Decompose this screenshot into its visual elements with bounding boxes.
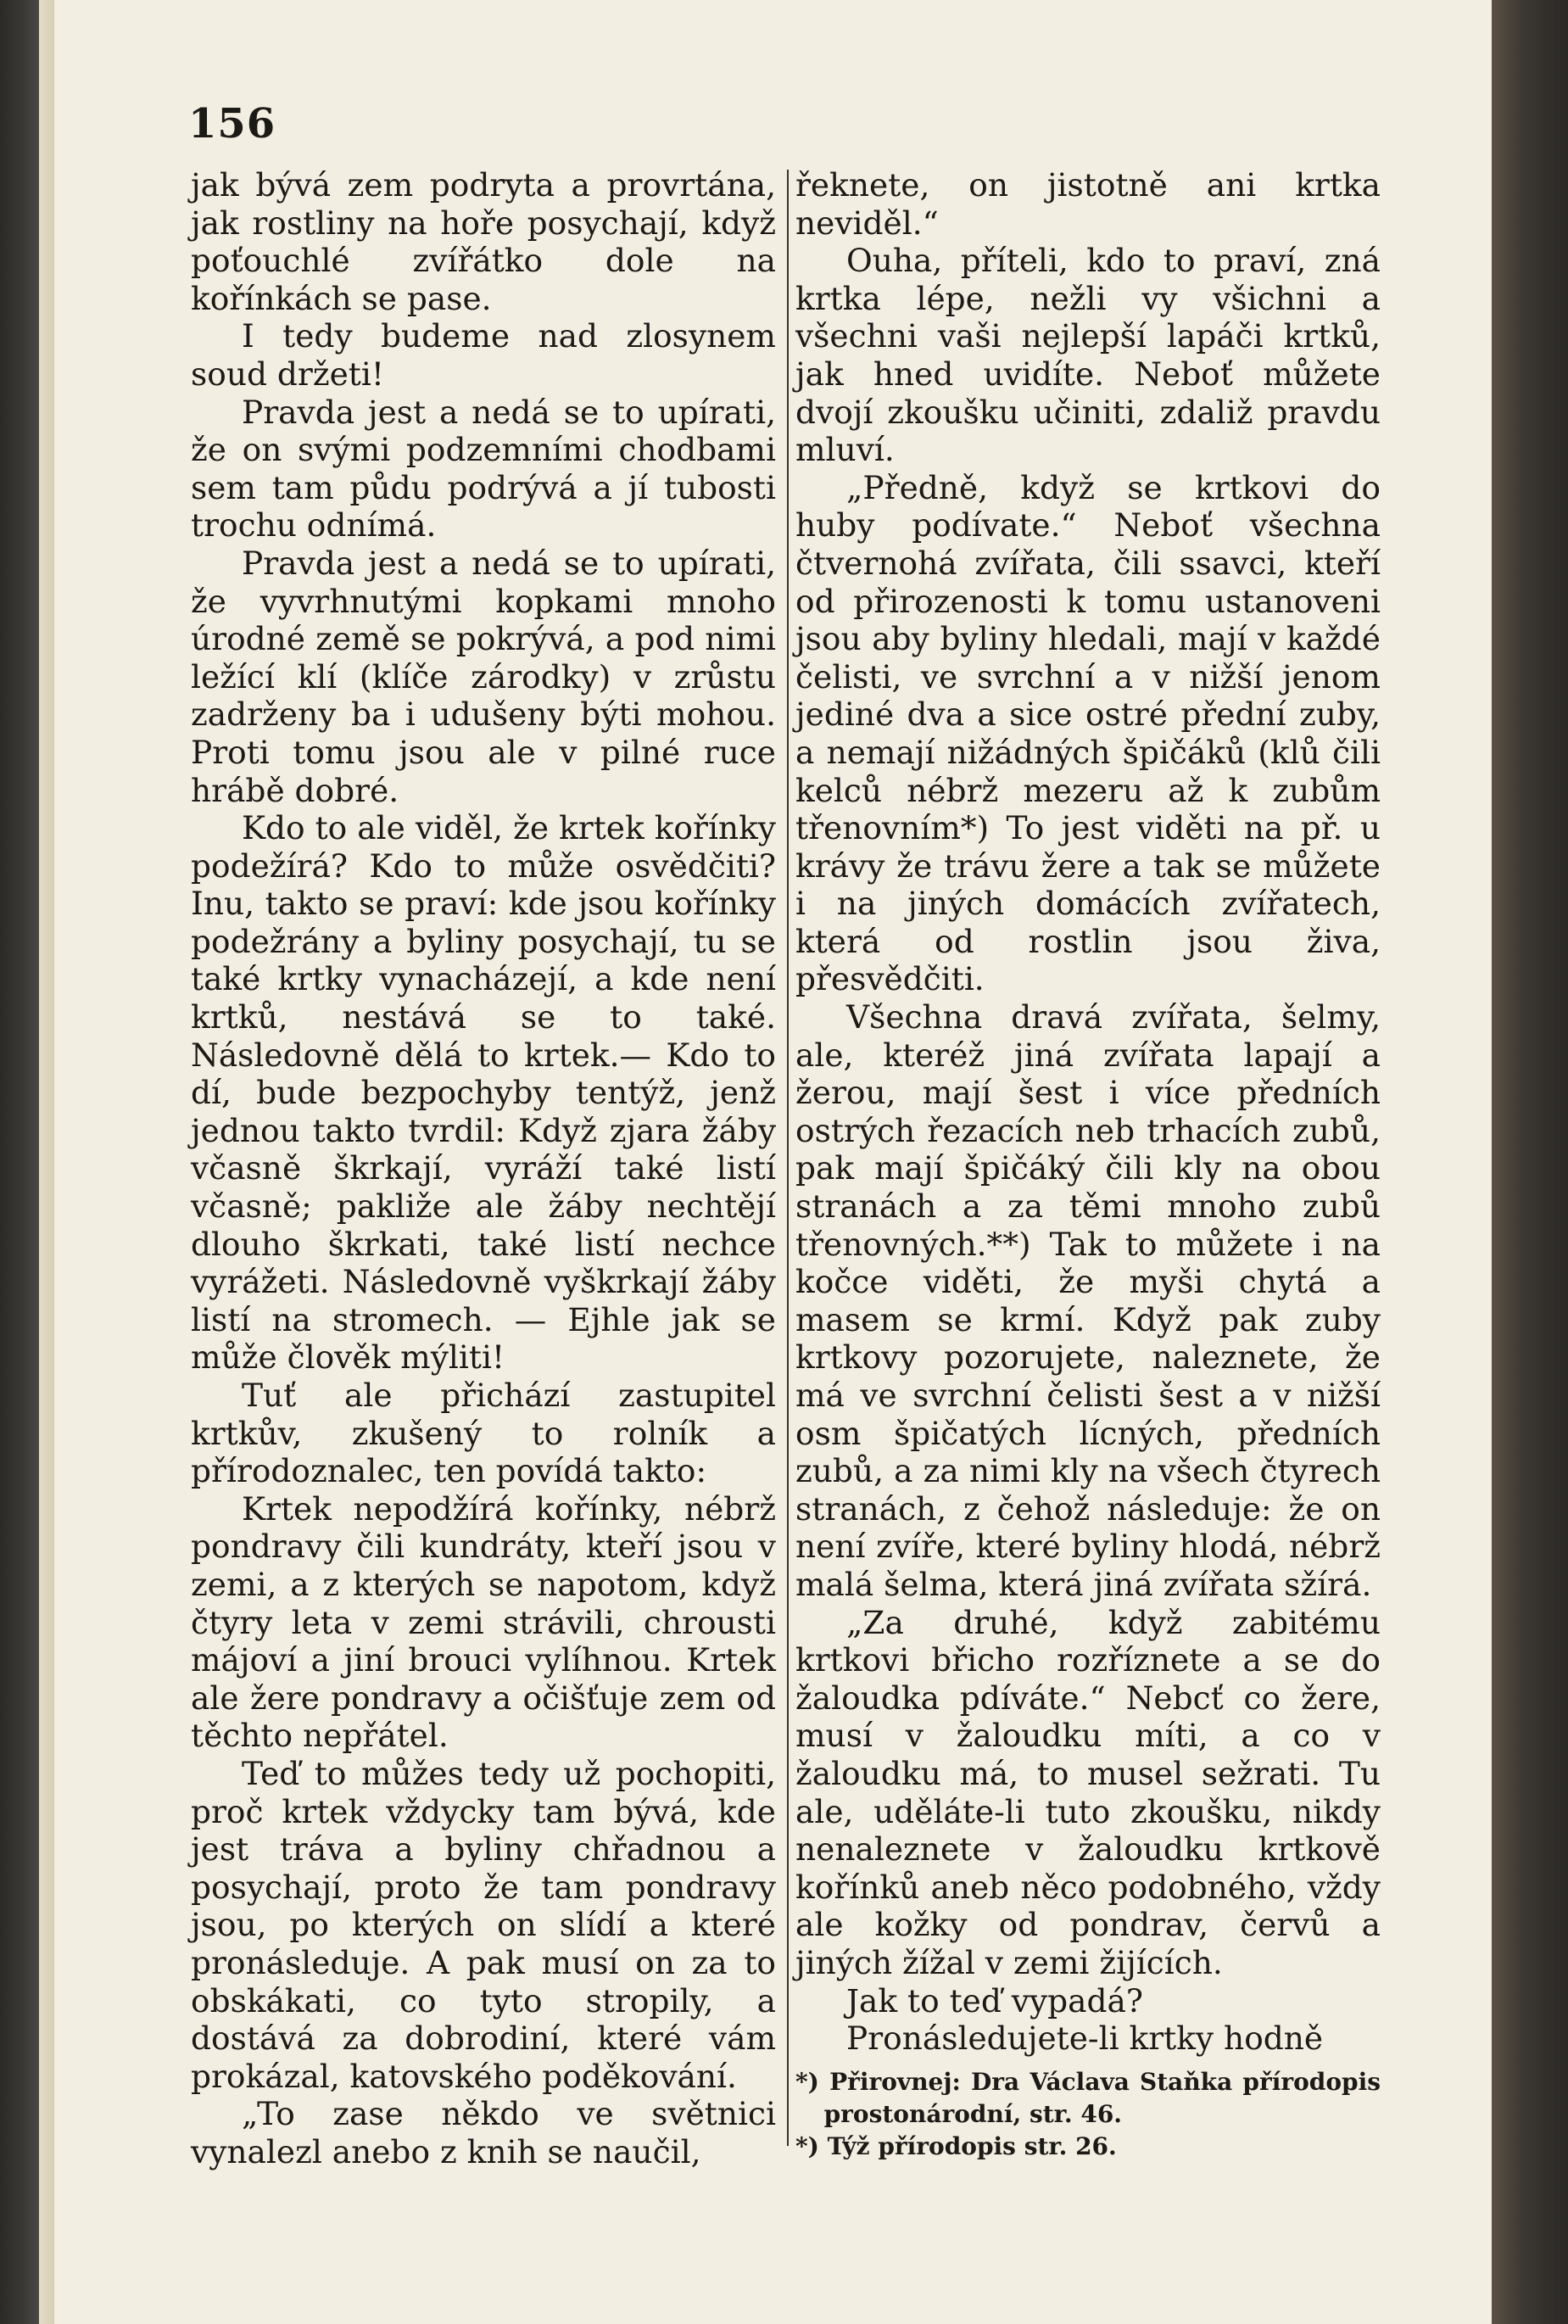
footnote-text: Přirovnej: Dra Václava Staňka přírodopis prostonárodní, str. 46. — [823, 2067, 1381, 2128]
paragraph: „Předně, když se krtkovi do huby podívate.“ Neboť všechna čtvernohá zvířata, čili ssavci, kteří od přirozenosti k tomu ustanoveni jsou aby byliny hledali, mají v každé čelisti, ve svrchní a v nižší jenom jediné dva a sice ostré přední zuby, a nemají nižádných špičáků (klů čili kelců nébrž mezeru až k zubům třenovním*) To jest viděti na př. u krávy že trávu žere a tak se můžete i na jiných domácích zvířatech, která od rostlin jsou živa, přesvědčiti. — [795, 468, 1381, 998]
paragraph: Všechna dravá zvířata, šelmy, ale, kteréž jiná zvířata lapají a žerou, mají šest i více předních ostrých řezacích neb trhacích zubů, pak mají špičáký čili kly na obou stranách a za těmi mnoho zubů třenovných.**) Tak to můžete i na kočce viděti, že myši chytá a masem se krmí. Když pak zuby krtkovy pozorujete, naleznete, že má ve svrchní čelisti šest a v nižší osm špičatých lícných, předních zubů, a za nimi kly na všech čtyrech stranách, z čehož následuje: že on není zvíře, které byliny hlodá, nébrž malá šelma, která jiná zvířata sžírá. — [795, 998, 1381, 1603]
column-divider — [787, 170, 789, 2146]
right-column — [795, 166, 1381, 2163]
paragraph: jak bývá zem podryta a provrtána, jak rostliny na hoře posychají, když poťouchlé zvířátko dole na kořínkách se pase. — [191, 166, 776, 317]
paragraph: „Za druhé, když zabitému krtkovi břicho rozříznete a se do žaloudka pdíváte.“ Nebcť co žere, musí v žaloudku míti, a co v žaloudku má, to musel sežrati. Tu ale, uděláte-li tuto zkoušku, nikdy nenaleznete v žaloudku krtkově kořínků aneb něco podobného, vždy ale kožky od pondrav, červů a jiných žížal v zemi žijících. — [795, 1603, 1381, 1981]
footnote — [795, 2066, 1381, 2131]
paragraph: Kdo to ale viděl, že krtek kořínky podežírá? Kdo to může osvědčiti? Inu, takto se praví: kde jsou kořínky podežrány a byliny posychají, tu se také krtky vynacházejí, a kde není krtků, nestává se to také. Následovně dělá to krtek.— Kdo to dí, bude bezpochyby tentýž, jenž jednou takto tvrdil: Když zjara žáby včasně škrkají, vyráží také listí včasně; pakliže ale žáby nechtějí dlouho škrkati, také listí nechce vyrážeti. Následovně vyškrkají žáby listí na stromech. — Ejhle jak se může člověk mýliti! — [191, 809, 776, 1377]
footnote-text: Týž přírodopis str. 26. — [827, 2131, 1117, 2160]
paragraph: Pravda jest a nedá se to upírati, že vyvrhnutými kopkami mnoho úrodné země se pokrývá, a pod nimi ležící klí (klíče zárodky) v zrůstu zadrženy ba i udušeny býti mohou. Proti tomu jsou ale v pilné ruce hrábě dobré. — [191, 544, 776, 809]
footnote-mark: *) — [795, 2067, 819, 2096]
footnote-mark: *) — [795, 2131, 819, 2160]
paragraph: Pravda jest a nedá se to upírati, že on svými podzemními chodbami sem tam půdu podrývá a jí tubosti trochu odnímá. — [191, 393, 776, 545]
paragraph: I tedy budeme nad zlosynem soud držeti! — [191, 317, 776, 393]
paragraph: Ouha, příteli, kdo to praví, zná krtka lépe, nežli vy všichni a všechni vaši nejlepší lapáči krtků, jak hned uvidíte. Neboť můžete dvojí zkoušku učiniti, zdaliž pravdu mluví. — [795, 242, 1381, 469]
paragraph: Krtek nepodžírá kořínky, nébrž pondravy čili kundráty, kteří jsou v zemi, a z kterých se napotom, když čtyry leta v zemi strávili, chrousti májoví a jiní brouci vylíhnou. Krtek ale žere pondravy a očišťuje zem od těchto nepřátel. — [191, 1489, 776, 1755]
page-number: 156 — [188, 100, 276, 148]
scan-page-edge — [39, 0, 54, 2324]
paragraph: „To zase někdo ve světnici vynalezl anebo z knih se naučil, — [191, 2095, 776, 2170]
scan-binding-left — [0, 0, 39, 2324]
paragraph: Teď to můžes tedy už pochopiti, proč krtek vždycky tam bývá, kde jest tráva a byliny chřadnou a posychají, proto že tam pondravy jsou, po kterých on slídí a které pronásleduje. A pak musí on za to obskákati, co tyto stropily, a dostává za dobrodiní, které vám prokázal, katovského poděkování. — [191, 1754, 776, 2095]
paragraph: Pronásledujete-li krtky hodně — [846, 2020, 1324, 2058]
paragraph: řeknete, on jistotně ani krtka neviděl.“ — [795, 166, 1381, 242]
paragraph: Jak to teď vypadá? — [846, 1981, 1143, 2020]
left-column — [191, 166, 776, 2170]
scan-binding-right — [1492, 0, 1568, 2324]
footnote — [795, 2131, 1381, 2163]
paragraph: Tuť ale přichází zastupitel krtkův, zkušený to rolník a přírodoznalec, ten povídá takto: — [191, 1377, 776, 1490]
